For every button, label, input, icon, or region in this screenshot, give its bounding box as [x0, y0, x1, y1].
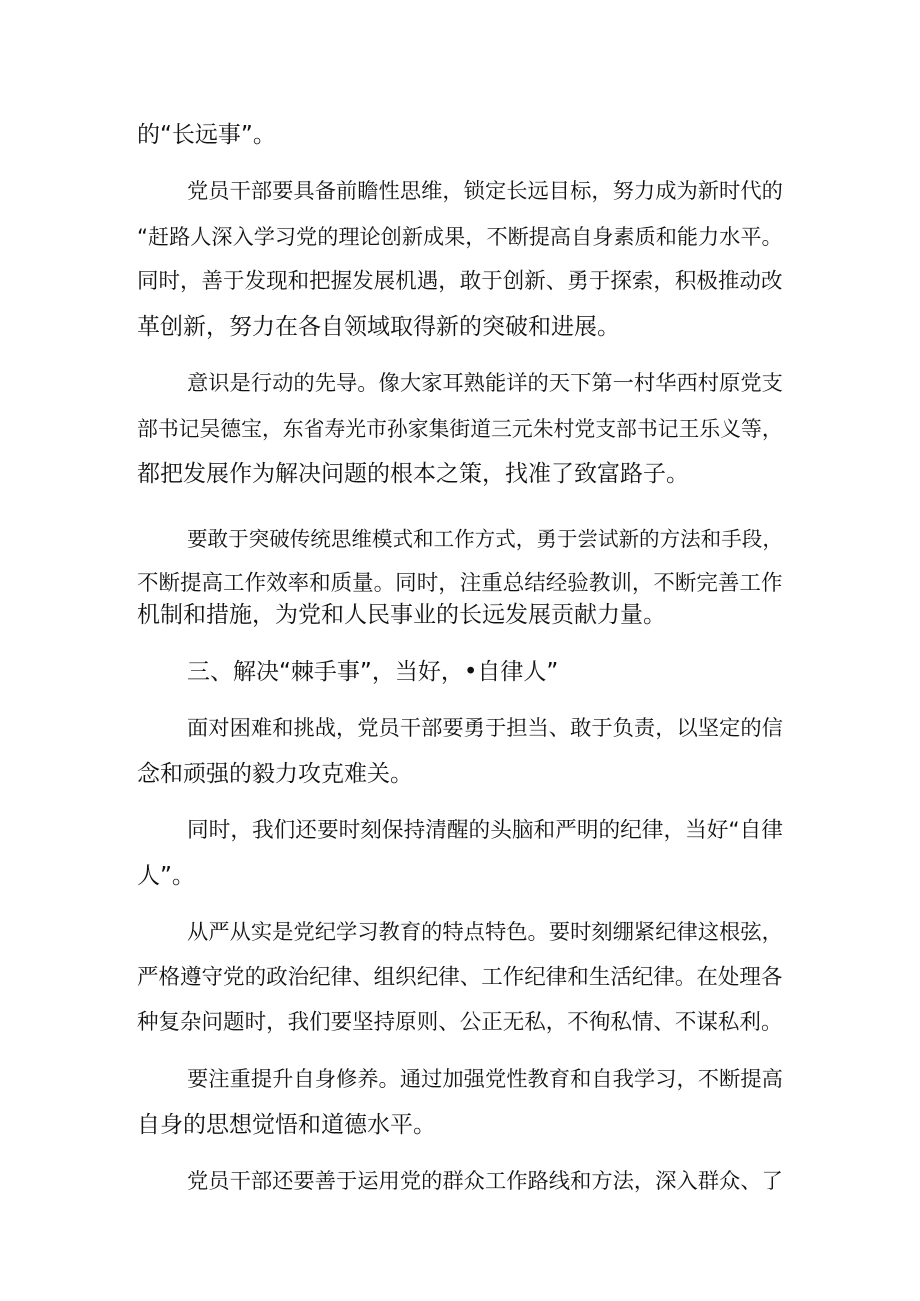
paragraph-first-line: 党员干部还要善于运用党的群众工作路线和方法，深入群众、了 [187, 1169, 783, 1194]
text-line: 人”。 [137, 863, 195, 889]
text-line: 自身的思想觉悟和道德水平。 [137, 1112, 436, 1138]
text-line: 机制和措施，为党和人民事业的长远发展贡献力量。 [137, 602, 666, 628]
text-line: 不断提高工作效率和质量。同时，注重总结经验教训，不断完善工作 [137, 571, 783, 596]
text-line: 的“长远事”。 [137, 122, 276, 148]
paragraph-first-line: 要敢于突破传统思维模式和工作方式，勇于尝试新的方法和手段， [187, 527, 783, 551]
text-line: 种复杂问题时，我们要坚持原则、公正无私，不徇私情、不谋私利。 [137, 1010, 783, 1035]
paragraph-first-line: 从严从实是党纪学习教育的特点特色。要时刻绷紧纪律这根弦， [187, 920, 783, 945]
text-line: “赶路人深入学习党的理论创新成果，不断提高自身素质和能力水平。 [137, 224, 783, 249]
paragraph-first-line: 党员干部要具备前瞻性思维，锁定长远目标，努力成为新时代的 [187, 179, 783, 204]
text-line: 部书记吴德宝，东省寿光市孙家集街道三元朱村党支部书记王乐义等， [137, 417, 783, 441]
paragraph-first-line: 要注重提升自身修养。通过加强党性教育和自我学习，不断提高 [187, 1067, 783, 1092]
text-line: 革创新，努力在各自领域取得新的突破和进展。 [137, 314, 620, 340]
text-line: 念和顽强的毅力攻克难关。 [137, 761, 413, 787]
paragraph-first-line: 面对困难和挑战，党员干部要勇于担当、敢于负责，以坚定的信 [187, 716, 783, 741]
section-heading: 三、解决“棘手事”，当好，•自律人” [187, 659, 559, 685]
paragraph-first-line: 意识是行动的先导。像大家耳熟能详的天下第一村华西村原党支 [187, 371, 783, 396]
text-line: 都把发展作为解决问题的根本之策，找准了致富路子。 [137, 461, 689, 487]
text-line: 同时，善于发现和把握发展机遇，敢于创新、勇于探索，积极推动改 [137, 269, 783, 294]
paragraph-first-line: 同时，我们还要时刻保持清醒的头脑和严明的纪律，当好“自律 [187, 818, 783, 843]
text-line: 严格遵守党的政治纪律、组织纪律、工作纪律和生活纪律。在处理各 [137, 965, 783, 990]
